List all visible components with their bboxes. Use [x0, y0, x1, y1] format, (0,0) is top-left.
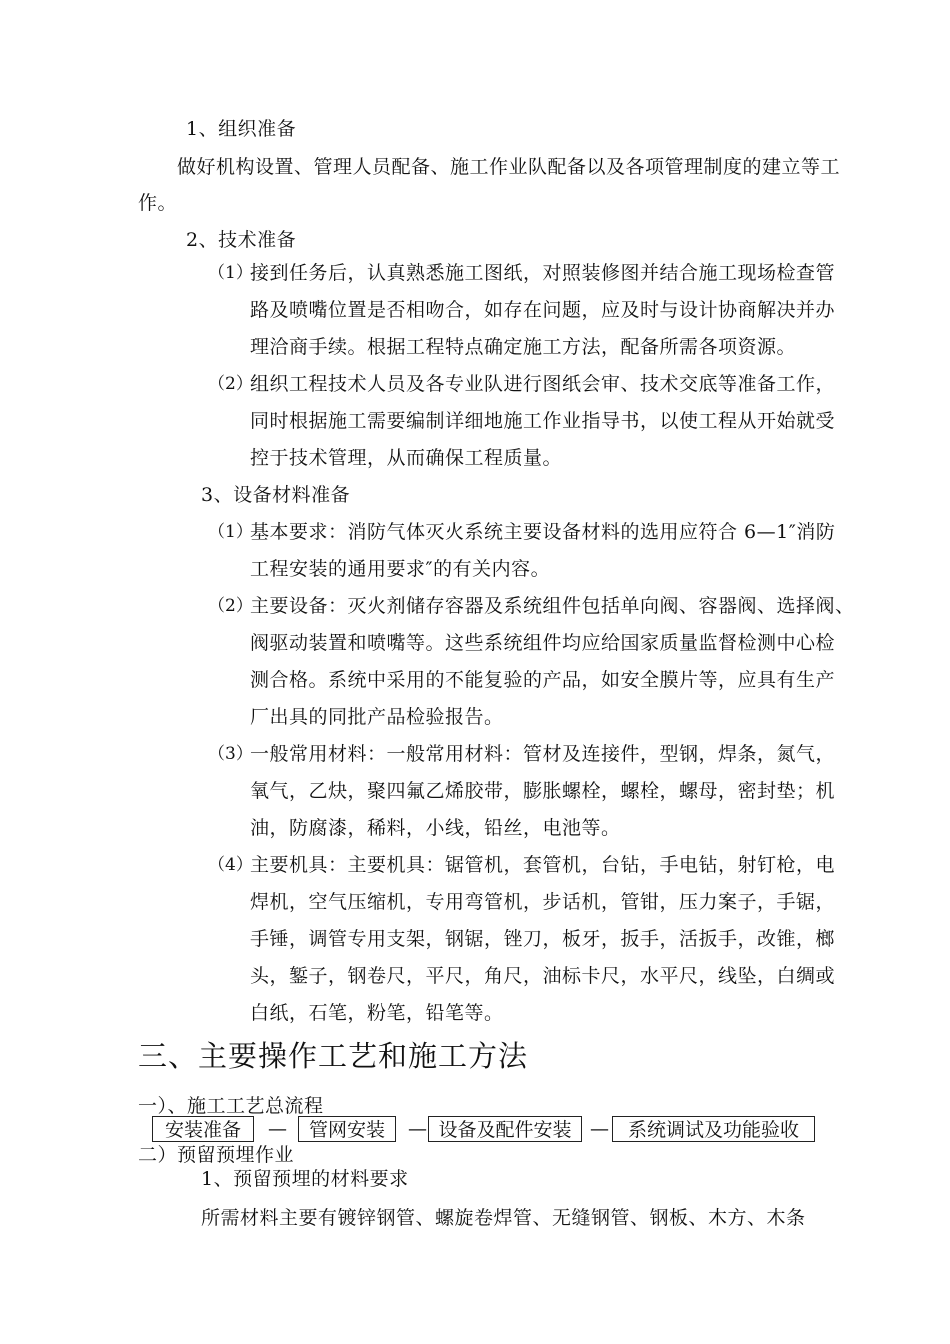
flow-step-install-prep: 安装准备 [152, 1116, 254, 1142]
chapter-title: 三、主要操作工艺和施工方法 [138, 1039, 529, 1073]
item-number: （3） [208, 744, 253, 764]
item-number: （1） [208, 263, 253, 283]
item-line: 焊机，空气压缩机，专用弯管机，步话机，管钳，压力案子，手锯， [250, 891, 836, 913]
prep-heading: 二）预留预埋作业 [138, 1144, 295, 1166]
item-number: （1） [208, 522, 253, 542]
item-number: （2） [208, 374, 253, 394]
item-line: 工程安装的通用要求″的有关内容。 [250, 558, 551, 580]
flow-heading: 一）、施工工艺总流程 [138, 1095, 324, 1117]
item-line: 白纸，石笔，粉笔，铅笔等。 [250, 1002, 504, 1024]
equip-heading: 3、设备材料准备 [201, 484, 351, 506]
item-line: 接到任务后，认真熟悉施工图纸，对照装修图并结合施工现场检查管 [250, 262, 836, 284]
org-body-line: 作。 [138, 192, 178, 214]
item-line: 理洽商手续。根据工程特点确定施工方法，配备所需各项资源。 [250, 336, 797, 358]
item-number: （4） [208, 855, 253, 875]
item-number: （2） [208, 596, 253, 616]
org-body-line: 做好机构设置、管理人员配备、施工作业队配备以及各项管理制度的建立等工 [177, 156, 841, 178]
item-line: 头，錾子，钢卷尺，平尺，角尺，油标卡尺，水平尺，线坠，白绸或 [250, 965, 836, 987]
item-line: 同时根据施工需要编制详细地施工作业指导书，以使工程从开始就受 [250, 410, 836, 432]
flow-step-commissioning: 系统调试及功能验收 [612, 1116, 815, 1142]
item-line: 氧气，乙炔，聚四氟乙烯胶带，膨胀螺栓，螺栓，螺母，密封垫；机 [250, 780, 836, 802]
tech-heading: 2、技术准备 [186, 229, 297, 251]
item-line: 组织工程技术人员及各专业队进行图纸会审、技术交底等准备工作， [250, 373, 836, 395]
prep-body: 所需材料主要有镀锌钢管、螺旋卷焊管、无缝钢管、钢板、木方、木条 [201, 1207, 806, 1229]
item-line: 测合格。系统中采用的不能复验的产品，如安全膜片等，应具有生产 [250, 669, 836, 691]
item-line: 路及喷嘴位置是否相吻合，如存在问题，应及时与设计协商解决并办 [250, 299, 836, 321]
item-line: 油，防腐漆，稀料，小线，铅丝，电池等。 [250, 817, 621, 839]
item-line: 主要机具：主要机具：锯管机，套管机，台钻，手电钻，射钉枪，电 [250, 854, 836, 876]
item-line: 阀驱动装置和喷嘴等。这些系统组件均应给国家质量监督检测中心检 [250, 632, 836, 654]
org-heading: 1、组织准备 [186, 118, 297, 140]
flow-connector: — [590, 1118, 609, 1140]
flow-step-pipe-install: 管网安装 [298, 1116, 396, 1142]
flow-connector: — [268, 1118, 287, 1140]
item-line: 基本要求：消防气体灭火系统主要设备材料的选用应符合 6—1″消防 [250, 521, 836, 543]
flow-step-equipment-install: 设备及配件安装 [428, 1116, 582, 1142]
prep-subheading: 1、预留预埋的材料要求 [201, 1168, 409, 1190]
item-line: 一般常用材料：一般常用材料：管材及连接件，型钢，焊条，氮气， [250, 743, 836, 765]
flow-connector: — [408, 1118, 427, 1140]
item-line: 控于技术管理，从而确保工程质量。 [250, 447, 563, 469]
item-line: 主要设备：灭火剂储存容器及系统组件包括单向阀、容器阀、选择阀、 [250, 595, 855, 617]
item-line: 厂出具的同批产品检验报告。 [250, 706, 504, 728]
item-line: 手锤，调管专用支架，钢锯，锉刀，板牙，扳手，活扳手，改锥，榔 [250, 928, 836, 950]
